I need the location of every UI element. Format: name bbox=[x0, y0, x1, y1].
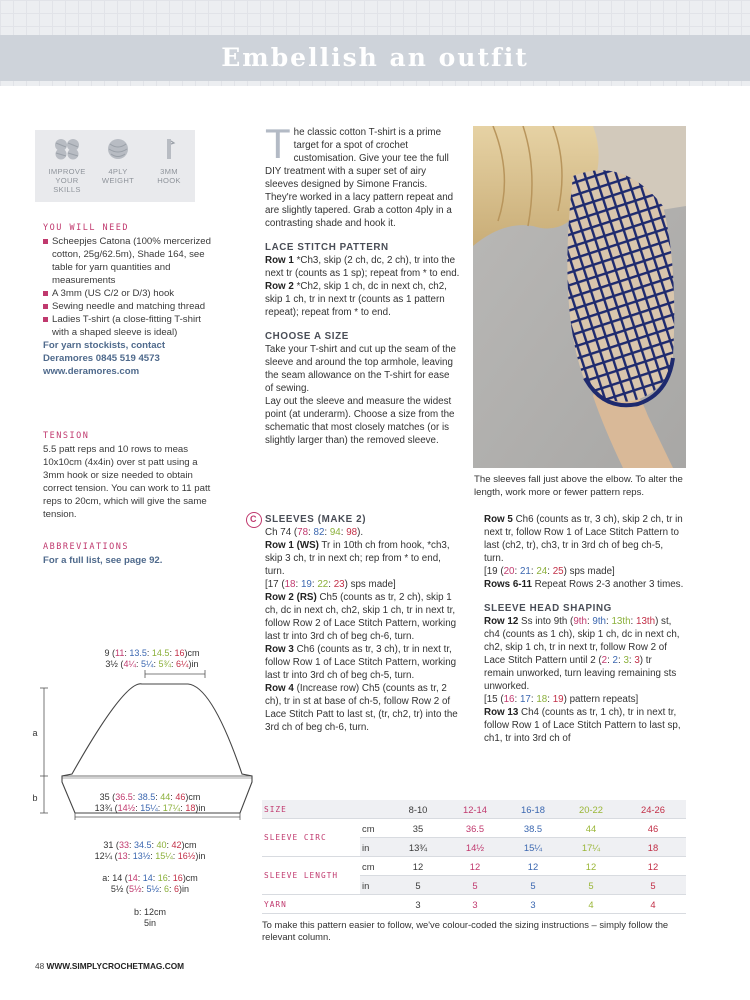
skill-improve: IMPROVE YOUR SKILLS bbox=[41, 138, 93, 194]
tension-section bbox=[43, 430, 213, 521]
sleeves-chain: Ch 74 (78: 82: 94: 98). bbox=[265, 527, 364, 538]
crochet-hook-icon bbox=[162, 138, 176, 160]
choose-size-text-2: Lay out the sleeve and measure the widest point (at underarm). Choose a size from the schematic that most closely matches (or is slightly larger than) the removed sleeve. bbox=[265, 396, 455, 446]
choose-size-heading: CHOOSE A SIZE bbox=[265, 331, 349, 342]
tension-heading: TENSION bbox=[43, 431, 90, 441]
sleeves-row-12: Row 12 Ss into 9th (9th: 9th: 13th: 13th) st, ch4 (counts as 1 ch), skip 1 ch, dc in next ch, ch2, skip 1 ch, tr in next tr, follow Row 2 of Lace Stitch Pattern until 2 (2: 2: 3: 3) tr remain unworked, turn leaving remaining sts unworked. bbox=[484, 616, 680, 692]
sleeves-column bbox=[265, 513, 463, 734]
list-item: Sewing needle and matching thread bbox=[43, 300, 213, 313]
sleeves-row-1-sps: [17 (18: 19: 22: 23) sps made] bbox=[265, 579, 396, 590]
table-row-circ-in: in 13¾ 14½ 15¼ 17¼ 18 bbox=[262, 838, 686, 857]
sleeves-row-1: Row 1 (WS) Tr in 10th ch from hook, *ch3, skip 3 ch, tr in next ch; rep from * to end, turn. bbox=[265, 540, 450, 577]
yarn-ball-icon bbox=[106, 138, 130, 160]
stockists-text: For yarn stockists, contact Deramores 0845 519 4573 bbox=[43, 340, 166, 364]
schematic-a-in: 5½ (5½: 5½: 6: 6)in bbox=[110, 884, 190, 894]
sleeves-heading: SLEEVES (MAKE 2) bbox=[265, 514, 367, 525]
sleeves-row-5-sps: [19 (20: 21: 24: 25) sps made] bbox=[484, 566, 615, 577]
schematic-top-cm: 9 (11: 13.5: 14.5: 16)cm bbox=[104, 648, 200, 658]
table-row-length-cm: SLEEVE LENGTH cm 12 12 12 12 12 bbox=[262, 857, 686, 876]
sleeves-row-3: Row 3 Ch6 (counts as tr, 3 ch), tr in next tr, follow Row 1 of Lace Stitch Pattern, working last tr into 3rd ch of beg ch-5, turn. bbox=[265, 644, 457, 681]
sleeves-row-4: Row 4 (Increase row) Ch5 (counts as tr, 2 ch), tr in st at base of ch-5, follow Row 2 of Lace Stitch Patt to last st, (tr, ch2, tr) into the 3rd ch of beg ch-6, turn. bbox=[265, 683, 458, 733]
sleeves-row-12-reps: [15 (16: 17: 18: 19) pattern repeats] bbox=[484, 694, 639, 705]
page-footer bbox=[35, 960, 184, 973]
lace-row-2: Row 2 *Ch2, skip 1 ch, dc in next ch, ch2, skip 1 ch, tr in next tr (counts as 1 pattern repeat); repeat from * to end. bbox=[265, 281, 447, 318]
lace-heading: LACE STITCH PATTERN bbox=[265, 242, 389, 253]
tension-text: 5.5 patt reps and 10 rows to meas 10x10cm (4x4in) over st patt using a 3mm hook or size needed to obtain correct tension. You can work to 11 patt reps to 20cm, which will give the same tension. bbox=[43, 444, 211, 520]
table-row-circ-cm: SLEEVE CIRC cm 35 36.5 38.5 44 46 bbox=[262, 819, 686, 838]
schematic-label-b: b bbox=[32, 793, 38, 803]
table-row-yarn: YARN 3 3 3 4 4 bbox=[262, 895, 686, 914]
intro-text: he classic cotton T-shirt is a prime target for a spot of crochet customisation. Give your tee the full DIY treatment with a super set of airy sleeves designed by Simone Francis. They're worked in a lacy pattern repeat and are slightly tapered. Grab a cotton 4ply in a contrasting shade and hook it. bbox=[265, 127, 454, 229]
skill-card bbox=[35, 130, 195, 202]
dropcap: T bbox=[265, 120, 291, 167]
section-marker-icon: C bbox=[246, 512, 262, 528]
schematic-a-cm: a: 14 (14: 14: 16: 16)cm bbox=[102, 873, 198, 883]
website-link[interactable]: www.deramores.com bbox=[43, 366, 140, 377]
intro-column bbox=[265, 120, 460, 447]
you-will-need-section bbox=[43, 222, 213, 378]
footer-site-link[interactable]: WWW.SIMPLYCROCHETMAG.COM bbox=[46, 961, 185, 971]
abbreviations-text: For a full list, see page 92. bbox=[43, 555, 163, 566]
tshirt-photo bbox=[473, 126, 686, 468]
sleeves-row-2: Row 2 (RS) Ch5 (counts as tr, 2 ch), skip 1 ch, dc in next ch, ch2, skip 1 ch, tr in next tr, follow Row 2 of Lace Stitch Pattern, working last tr into 3rd ch of beg ch-6, turn. bbox=[265, 592, 457, 642]
you-will-need-heading: YOU WILL NEED bbox=[43, 223, 130, 233]
skill-weight: 4PLY WEIGHT bbox=[92, 138, 144, 185]
schematic-bottom-in: 12¼ (13: 13½: 15¼: 16½)in bbox=[94, 851, 206, 861]
schematic-label-a: a bbox=[32, 728, 38, 738]
skill-hook: 3MM HOOK bbox=[143, 138, 195, 185]
table-row-size: SIZE 8-10 12-14 16-18 20-22 24-26 bbox=[262, 800, 686, 819]
table-note: To make this pattern easier to follow, we've colour-coded the sizing instructions – simply follow the relevant column. bbox=[262, 919, 669, 942]
table-row-length-in: in 5 5 5 5 5 bbox=[262, 876, 686, 895]
page-number: 48 bbox=[35, 961, 45, 971]
list-item: Scheepjes Catona (100% mercerized cotton, 25g/62.5m), Shade 164, see table for yarn quantities and measurements bbox=[43, 235, 213, 287]
schematic-b-cm: b: 12cm bbox=[133, 907, 166, 917]
materials-list bbox=[43, 235, 213, 339]
choose-size-text-1: Take your T-shirt and cut up the seam of the sleeve and around the top armhole, leaving the seam allowance on the T-shirt for ease of sewing. bbox=[265, 344, 456, 394]
sleeves-rows-6-11: Rows 6-11 Repeat Rows 2-3 another 3 times. bbox=[484, 579, 684, 590]
page-title: Embellish an outfit bbox=[221, 43, 529, 72]
yarn-balls-icon bbox=[54, 138, 80, 160]
size-table bbox=[262, 800, 686, 914]
abbreviations-section bbox=[43, 541, 213, 567]
schematic-mid-cm: 35 (36.5: 38.5: 44: 46)cm bbox=[99, 792, 201, 802]
instructions-column-3 bbox=[484, 513, 684, 745]
schematic-mid-in: 13¾ (14½: 15¼: 17¼: 18)in bbox=[94, 803, 206, 813]
list-item: A 3mm (US C/2 or D/3) hook bbox=[43, 287, 213, 300]
photo-caption: The sleeves fall just above the elbow. To alter the length, work more or fewer pattern reps. bbox=[474, 474, 683, 498]
sleeves-row-5: Row 5 Ch6 (counts as tr, 3 ch), skip 2 ch, tr in next tr, follow Row 1 of Lace Stitch Pattern to last (ch2, tr), ch3, tr in 3rd ch of beg ch-5, turn. bbox=[484, 514, 683, 564]
schematic-bottom-cm: 31 (33: 34.5: 40: 42)cm bbox=[103, 840, 197, 850]
sleeve-head-heading: SLEEVE HEAD SHAPING bbox=[484, 603, 612, 614]
photo-illustration bbox=[473, 126, 686, 468]
schematic-top-in: 3½ (4¼: 5¼: 5¾: 6¼)in bbox=[105, 659, 199, 669]
lace-row-1: Row 1 *Ch3, skip (2 ch, dc, 2 ch), tr into the next tr (counts as 1 sp); repeat from * to end. bbox=[265, 255, 460, 279]
list-item: Ladies T-shirt (a close-fitting T-shirt with a shaped sleeve is ideal) bbox=[43, 313, 213, 339]
sleeves-row-13: Row 13 Ch4 (counts as tr, 1 ch), tr in next tr, follow Row 1 of Lace Stitch Pattern to last sp, ch1, tr into 3rd ch of bbox=[484, 707, 681, 744]
abbreviations-heading: ABBREVIATIONS bbox=[43, 542, 130, 552]
schematic-b-in: 5in bbox=[143, 918, 156, 928]
